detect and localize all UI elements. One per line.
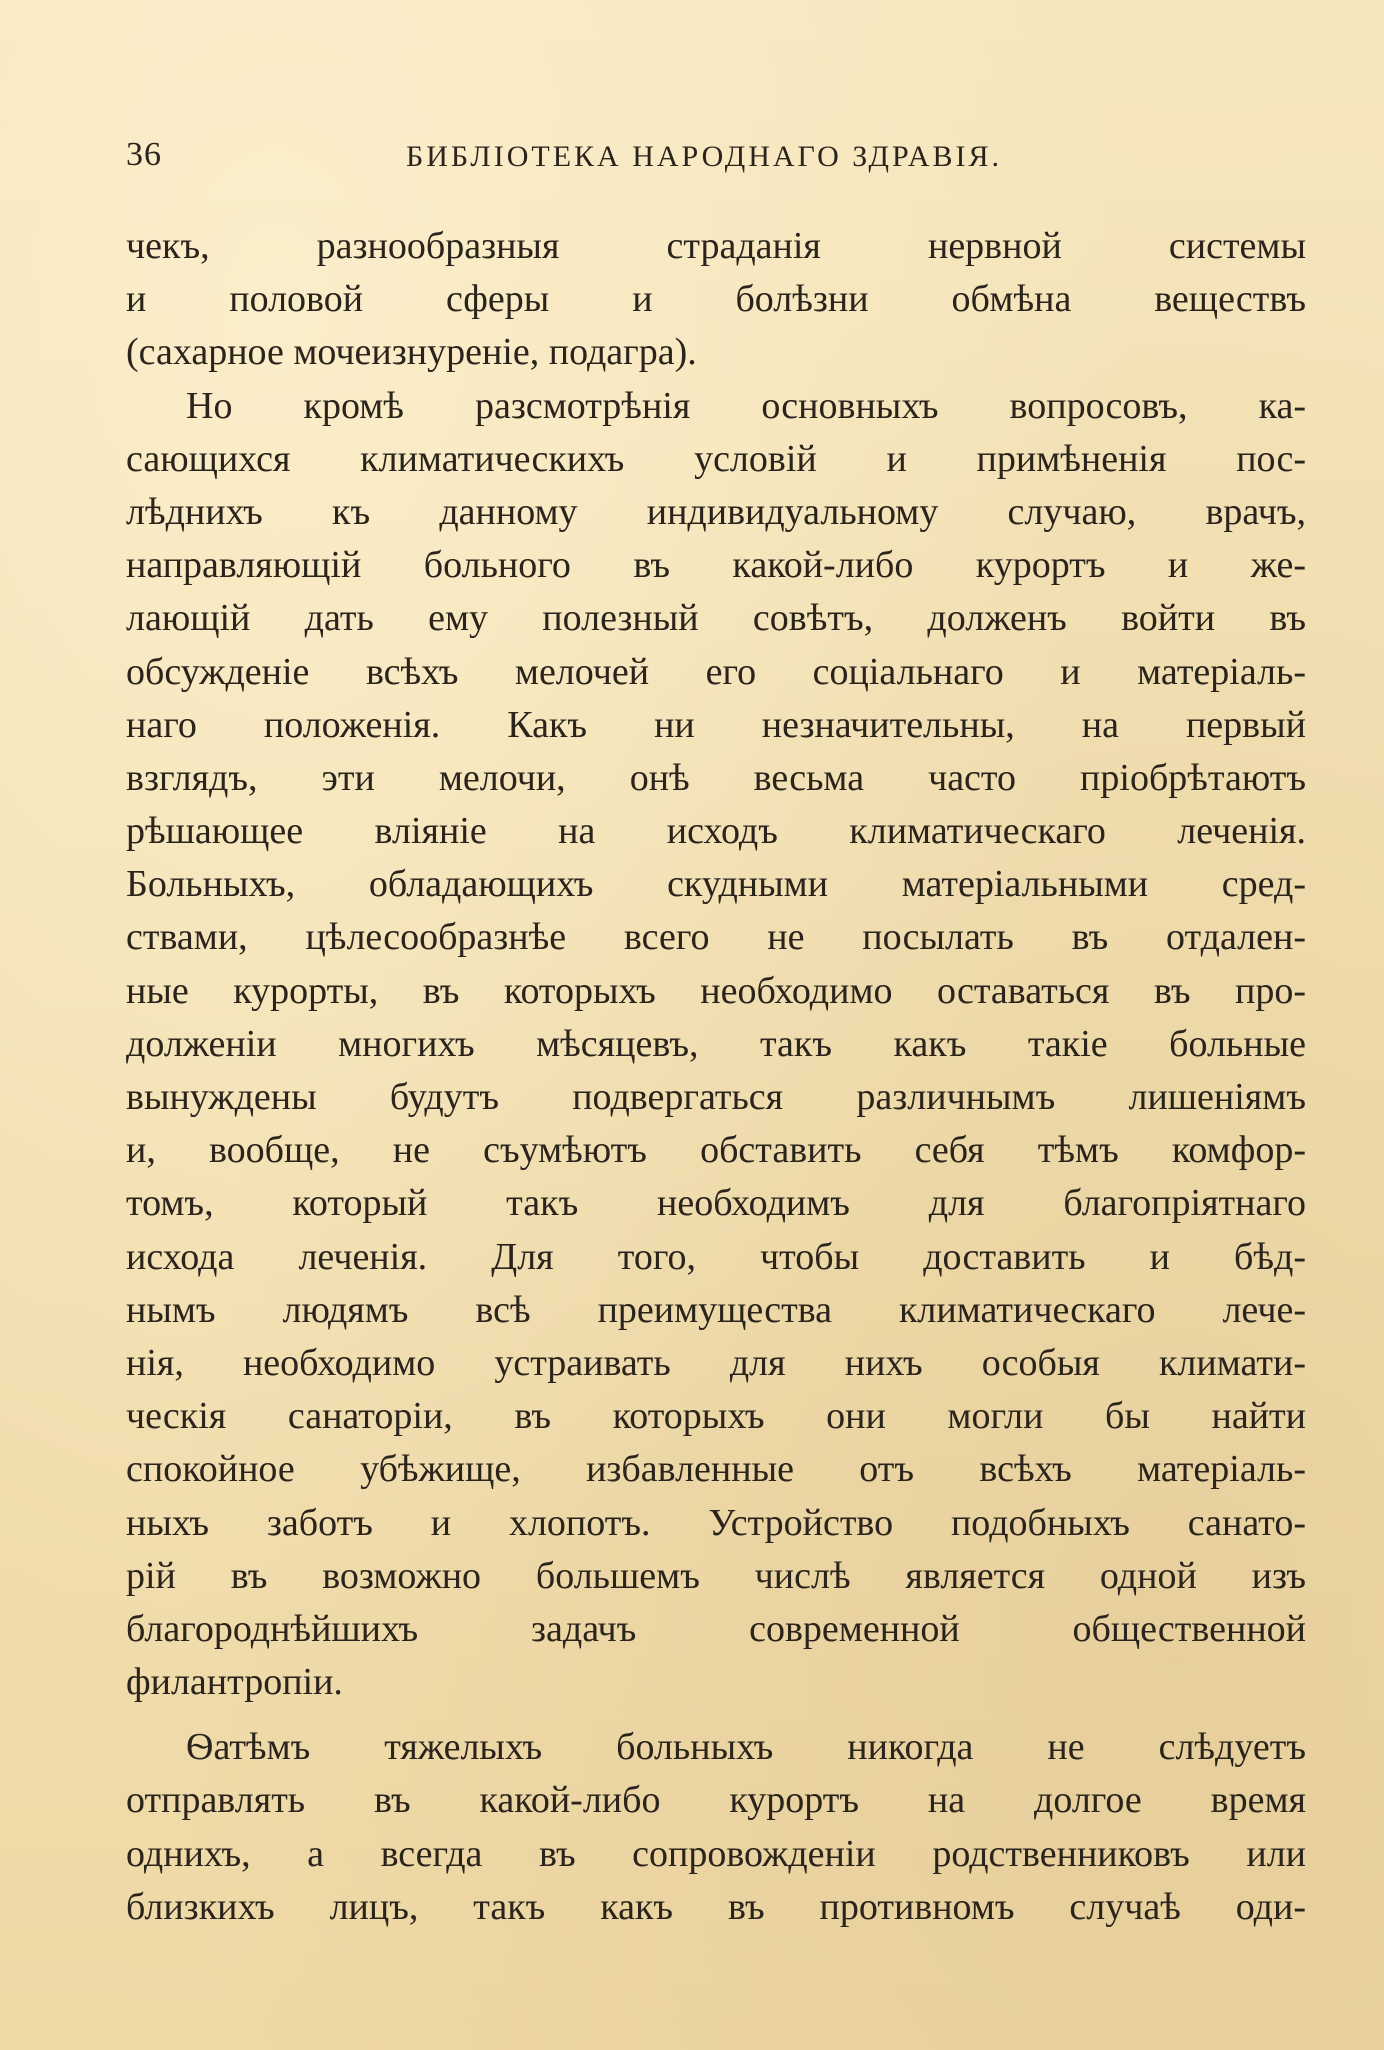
text-line: сающихся климатическихъ условій и примѣненія пос- (126, 437, 1306, 480)
paragraph-2 (126, 380, 1306, 1710)
body-text (126, 220, 1306, 1934)
text-line: рѣшающее вліяніе на исходъ климатическаго леченія. (126, 810, 1306, 853)
running-title: БИБЛІОТЕКА НАРОДНАГО ЗДРАВІЯ. (406, 140, 1002, 173)
text-line: взглядъ, эти мелочи, онѣ весьма часто пріобрѣтаютъ (126, 756, 1306, 799)
text-line: близкихъ лицъ, такъ какъ въ противномъ случаѣ оди- (126, 1885, 1306, 1928)
text-line: Ѳатѣмъ тяжелыхъ больныхъ никогда не слѣдуетъ (186, 1726, 1306, 1769)
text-line: спокойное убѣжище, избавленные отъ всѣхъ матеріаль- (126, 1448, 1306, 1491)
text-line: ствами, цѣлесообразнѣе всего не посылать въ отдален- (126, 916, 1306, 959)
text-line: однихъ, а всегда въ сопровожденіи родственниковъ или (126, 1832, 1306, 1875)
text-line: благороднѣйшихъ задачъ современной общественной (126, 1607, 1306, 1650)
text-line: (сахарное мочеизнуреніе, подагра). (126, 331, 697, 374)
text-line: исхода леченія. Для того, чтобы доставить и бѣд- (126, 1235, 1306, 1278)
text-line: филантропіи. (126, 1661, 343, 1704)
text-line: наго положенія. Какъ ни незначительны, на первый (126, 703, 1306, 746)
text-line: направляющій больного въ какой-либо курортъ и же- (126, 544, 1306, 587)
text-line: и, вообще, не съумѣютъ обставить себя тѣмъ комфор- (126, 1129, 1306, 1172)
page-number: 36 (126, 136, 162, 173)
text-line: обсужденіе всѣхъ мелочей его соціальнаго и матеріаль- (126, 650, 1306, 693)
text-line: ческія санаторіи, въ которыхъ они могли бы найти (126, 1395, 1306, 1438)
text-line: лающій дать ему полезный совѣтъ, долженъ войти въ (126, 597, 1306, 640)
text-line: нымъ людямъ всѣ преимущества климатическаго лече- (126, 1288, 1306, 1331)
text-line: нія, необходимо устраивать для нихъ особыя климати- (126, 1341, 1306, 1384)
text-line: отправлять въ какой-либо курортъ на долгое время (126, 1779, 1306, 1822)
text-line: лѣднихъ къ данному индивидуальному случаю, врачъ, (126, 490, 1306, 533)
paragraph-1 (126, 220, 1306, 380)
paragraph-3 (126, 1721, 1306, 1934)
text-line: Но кромѣ разсмотрѣнія основныхъ вопросовъ, ка- (186, 384, 1306, 427)
text-line: ныхъ заботъ и хлопотъ. Устройство подобныхъ санато- (126, 1501, 1306, 1544)
text-line: чекъ, разнообразныя страданія нервной системы (126, 225, 1306, 267)
paragraph-spacer (126, 1709, 1306, 1721)
running-head (126, 136, 1306, 184)
text-line: рій въ возможно большемъ числѣ является одной изъ (126, 1554, 1306, 1597)
text-line: вынуждены будутъ подвергаться различнымъ лишеніямъ (126, 1076, 1306, 1118)
text-line: ные курорты, въ которыхъ необходимо оставаться въ про- (126, 969, 1306, 1012)
text-line: долженіи многихъ мѣсяцевъ, такъ какъ такіе больные (126, 1022, 1306, 1065)
text-line: томъ, который такъ необходимъ для благопріятнаго (126, 1182, 1306, 1225)
text-line: и половой сферы и болѣзни обмѣна веществъ (126, 278, 1306, 321)
text-line: Больныхъ, обладающихъ скудными матеріальными сред- (126, 863, 1306, 906)
